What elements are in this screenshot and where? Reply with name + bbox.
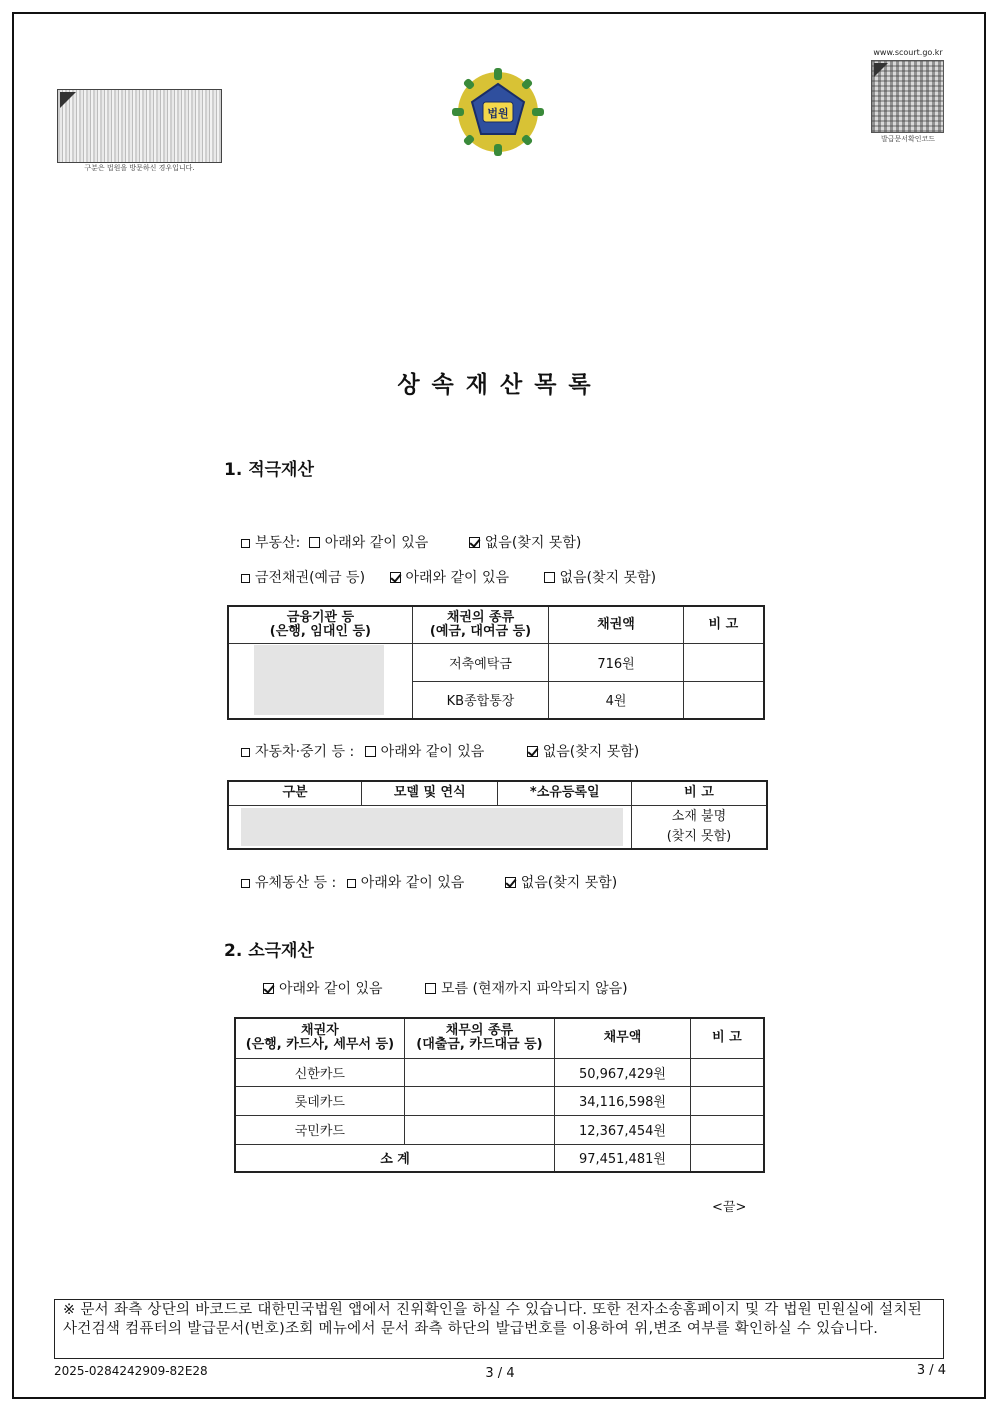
financial-amount-cell: 716원: [549, 643, 684, 681]
vehicle-yes-label: 아래와 같이 있음: [380, 744, 485, 760]
checkbox-securities-yes: [347, 879, 356, 888]
debt-creditor-cell: 롯데카드: [235, 1086, 404, 1115]
negative-unknown-label: 모름 (현재까지 파악되지 않음): [441, 981, 628, 997]
financial-label: 금전채권(예금 등): [255, 570, 366, 586]
qr-url: www.scourt.go.kr: [873, 48, 943, 57]
table-row: [235, 1115, 764, 1144]
real-estate-label: 부동산:: [255, 535, 301, 551]
financial-header-note: 비 고: [683, 606, 764, 643]
issue-number: 2025-0284242909-82E28: [54, 1364, 208, 1378]
debt-type-cell: [404, 1115, 554, 1144]
checkbox-negative-unknown: [425, 983, 436, 994]
debt-note-cell: [690, 1086, 764, 1115]
vehicle-header-note: 비 고: [631, 781, 767, 805]
financial-note-cell: [683, 681, 764, 719]
vehicle-note-line1: 소재 불명: [671, 808, 727, 824]
securities-no-label: 없음(찾지 못함): [520, 875, 618, 891]
checkbox-real-estate: [241, 539, 250, 548]
table-row: [228, 643, 764, 681]
debt-amount-cell: 34,116,598원: [555, 1086, 691, 1115]
financial-type-cell: 저축예탁금: [412, 643, 548, 681]
debt-creditor-cell: 국민카드: [235, 1115, 404, 1144]
financial-note-cell: [683, 643, 764, 681]
financial-type-cell: KB종합통장: [412, 681, 548, 719]
table-row: [228, 805, 767, 849]
debt-subtotal-amount: 97,451,481원: [555, 1144, 691, 1172]
debt-header-creditor: 채권자 (은행, 카드사, 세무서 등): [235, 1018, 404, 1058]
table-row: [235, 1086, 764, 1115]
negative-yes-label: 아래와 같이 있음: [279, 981, 383, 997]
debt-table: [234, 1017, 765, 1173]
end-mark: <끝>: [712, 1200, 747, 1215]
vehicle-table: [227, 780, 768, 850]
checkbox-financial: [241, 574, 250, 583]
section-heading-negative: 2. 소극재산: [224, 941, 314, 961]
securities-line: [241, 872, 617, 892]
financial-no-label: 없음(찾지 못함): [559, 570, 657, 586]
redacted-vehicle-info: [228, 805, 631, 849]
debt-header-note: 비 고: [690, 1018, 764, 1058]
vehicle-header-type: 구분: [228, 781, 362, 805]
financial-header-type: 채권의 종류 (예금, 대여금 등): [412, 606, 548, 643]
vehicle-header-model: 모델 및 연식: [362, 781, 498, 805]
table-row: [235, 1058, 764, 1086]
document-title: 상속재산목록: [397, 372, 603, 398]
financial-header-amount: 채권액: [549, 606, 684, 643]
checkbox-negative-yes: [263, 983, 274, 994]
financial-table: [227, 605, 765, 720]
real-estate-no-label: 없음(찾지 못함): [484, 535, 582, 551]
financial-amount-cell: 4원: [549, 681, 684, 719]
real-estate-line: [241, 532, 581, 552]
redacted-institution: [228, 643, 412, 719]
court-seal-icon: [448, 64, 548, 160]
seal-text: 법원: [487, 107, 509, 120]
page-number-right: 3 / 4: [916, 1363, 946, 1378]
debt-type-cell: [404, 1086, 554, 1115]
securities-yes-label: 아래와 같이 있음: [360, 875, 465, 891]
checkbox-securities: [241, 879, 250, 888]
section-heading-positive: 1. 적극재산: [224, 460, 314, 480]
qr-caption: 발급문서확인코드: [880, 135, 936, 143]
qr-code: [871, 60, 944, 133]
debt-subtotal-label: 소 계: [235, 1144, 555, 1172]
debt-header-amount: 채무액: [555, 1018, 691, 1058]
vehicle-note-cell: [631, 805, 767, 849]
barcode: [57, 89, 222, 163]
debt-note-cell: [690, 1058, 764, 1086]
vehicle-header-date: *소유등록일: [498, 781, 631, 805]
debt-amount-cell: 12,367,454원: [555, 1115, 691, 1144]
debt-amount-cell: 50,967,429원: [555, 1058, 691, 1086]
vehicle-label: 자동차·중기 등 :: [255, 744, 355, 760]
financial-header-institution: 금융기관 등 (은행, 임대인 등): [228, 606, 412, 643]
debt-creditor-cell: 신한카드: [235, 1058, 404, 1086]
debt-type-cell: [404, 1058, 554, 1086]
checkbox-securities-no: [505, 877, 516, 888]
vehicle-line: [241, 741, 639, 761]
debt-subtotal-row: [235, 1144, 764, 1172]
checkbox-vehicle-no: [527, 746, 538, 757]
financial-line: [241, 567, 656, 587]
negative-status-line: [263, 978, 628, 998]
financial-yes-label: 아래와 같이 있음: [405, 570, 510, 586]
debt-note-cell: [690, 1115, 764, 1144]
checkbox-financial-no: [544, 572, 555, 583]
verification-notice: ※ 문서 좌측 상단의 바코드로 대한민국법원 앱에서 진위확인을 하실 수 있습니다. 또한 전자소송홈페이지 및 각 법원 민원실에 설치된 사건검색 컴퓨터의 발급문서(번호)조회 메뉴에서 문서 좌측 하단의 발급번호를 이용하여 위,변조 여부를 확인하실 수 있습니다.: [54, 1299, 944, 1359]
securities-label: 유체동산 등 :: [255, 875, 337, 891]
page-number-center: 3 / 4: [485, 1366, 515, 1381]
vehicle-no-label: 없음(찾지 못함): [542, 744, 640, 760]
vehicle-note-line2: (찾지 못함): [666, 828, 732, 844]
barcode-caption: 구분은 법원을 방문하신 경우입니다.: [84, 164, 195, 172]
debt-header-type: 채무의 종류 (대출금, 카드대금 등): [404, 1018, 554, 1058]
debt-subtotal-note: [690, 1144, 764, 1172]
checkbox-vehicle: [241, 748, 250, 757]
checkbox-real-estate-yes: [309, 537, 320, 548]
real-estate-yes-label: 아래와 같이 있음: [324, 535, 429, 551]
checkbox-financial-yes: [390, 572, 401, 583]
checkbox-vehicle-yes: [365, 746, 376, 757]
checkbox-real-estate-no: [469, 537, 480, 548]
